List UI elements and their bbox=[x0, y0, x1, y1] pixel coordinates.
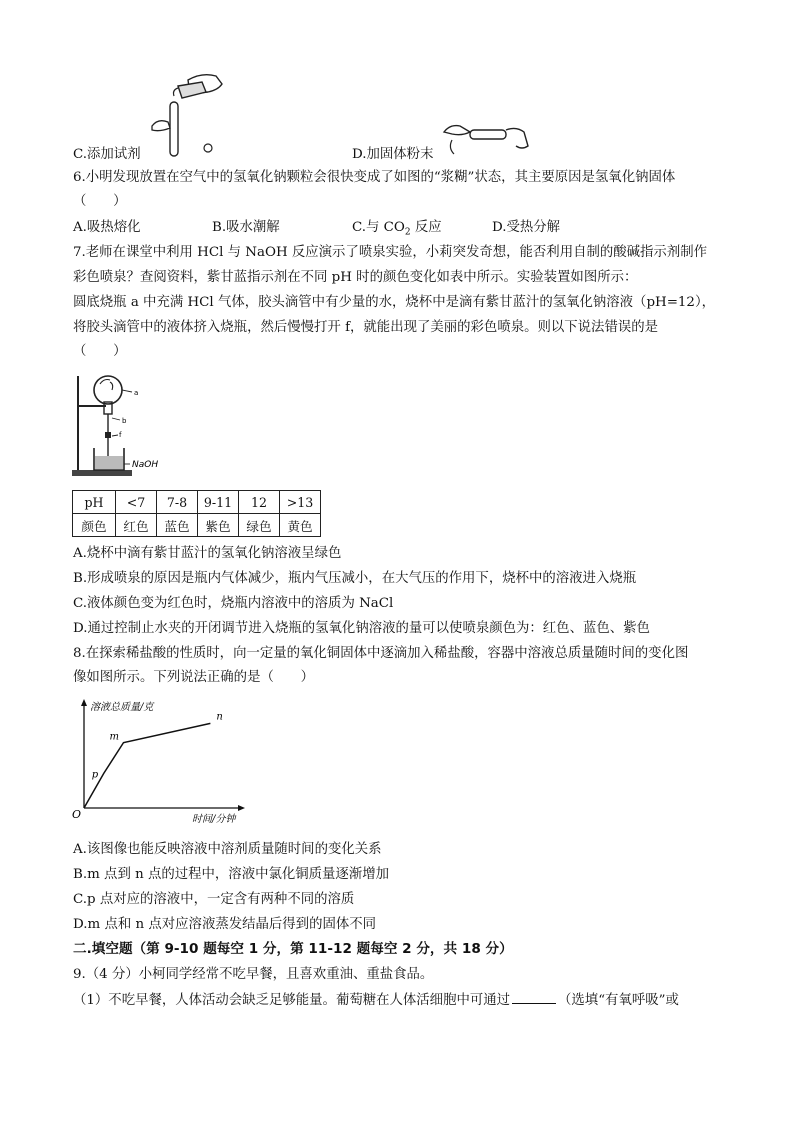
table-cell: 红色 bbox=[116, 514, 157, 537]
q7-stem-line2: 彩色喷泉？查阅资料，紫甘蓝指示剂在不同 pH 时的颜色变化如表中所示。实验装置如图所示： bbox=[73, 270, 638, 285]
table-row bbox=[73, 491, 321, 514]
q8-option-b: B.m 点到 n 点的过程中，溶液中氯化铜质量逐渐增加 bbox=[73, 867, 389, 882]
q6-option-d: D.受热分解 bbox=[492, 220, 561, 235]
q7-stem-line1: 7.老师在课堂中利用 HCl 与 NaOH 反应演示了喷泉实验，小莉突发奇想，能否利用自制的酸碱指示剂制作 bbox=[73, 245, 707, 260]
series-line bbox=[84, 723, 210, 808]
q7-stem-line4: 将胶头滴管中的液体挤入烧瓶，然后慢慢打开 f，就能出现了美丽的彩色喷泉。则以下说法错误的是 bbox=[73, 320, 659, 335]
answer-blank[interactable] bbox=[512, 991, 556, 1004]
table-cell: 黄色 bbox=[280, 514, 321, 537]
q7-option-c: C.液体颜色变为红色时，烧瓶内溶液中的溶质为 NaCl bbox=[73, 596, 394, 611]
q9-sub1: （1）不吃早餐，人体活动会缺乏足够能量。葡萄糖在人体活细胞中可通过 （选填“有氧呼吸”或 bbox=[73, 993, 679, 1008]
table-cell: >13 bbox=[280, 491, 321, 514]
q8-option-d: D.m 点和 n 点对应溶液蒸发结晶后得到的固体不同 bbox=[73, 917, 377, 932]
q6-stem: 6.小明发现放置在空气中的氢氧化钠颗粒会很快变成了如图的“浆糊”状态，其主要原因是氢氧化钠固体 bbox=[73, 170, 676, 185]
x-axis-label: 时间/分钟 bbox=[192, 814, 236, 825]
ph-color-table bbox=[72, 490, 321, 537]
add-reagent-figure bbox=[148, 66, 228, 160]
table-cell: <7 bbox=[116, 491, 157, 514]
q6-option-a: A.吸热熔化 bbox=[73, 220, 141, 235]
y-axis-label: 溶液总质量/克 bbox=[90, 702, 154, 713]
q6-option-c: C.与 $CO_2$ 反应 bbox=[352, 220, 442, 238]
apparatus-label-naoh: NaOH bbox=[132, 460, 159, 470]
table-cell: 紫色 bbox=[198, 514, 239, 537]
table-cell: 颜色 bbox=[73, 514, 116, 537]
q8-stem-line1: 8.在探索稀盐酸的性质时，向一定量的氧化铜固体中逐滴加入稀盐酸，容器中溶液总质量随时间的变化图 bbox=[73, 646, 689, 661]
table-cell: 蓝色 bbox=[157, 514, 198, 537]
q7-stem-line3: 圆底烧瓶 a 中充满 HCl 气体，胶头滴管中有少量的水，烧杯中是滴有紫甘蓝汁的氢氧化钠溶液（pH=12）， bbox=[73, 295, 716, 310]
q8-stem-line2: 像如图所示。下列说法正确的是（ ） bbox=[73, 670, 315, 685]
point-label-p: p bbox=[91, 769, 99, 781]
q5-option-c: C.添加试剂 bbox=[73, 147, 141, 162]
origin-label: O bbox=[72, 808, 82, 821]
apparatus-label-b: b bbox=[122, 417, 127, 425]
add-powder-figure bbox=[440, 118, 532, 158]
table-cell: 绿色 bbox=[239, 514, 280, 537]
q7-option-a: A.烧杯中滴有紫甘蓝汁的氢氧化钠溶液呈绿色 bbox=[73, 546, 342, 561]
apparatus-label-a: a bbox=[134, 389, 139, 397]
fountain-apparatus-figure bbox=[72, 372, 182, 480]
table-cell: 9-11 bbox=[198, 491, 239, 514]
table-cell: pH bbox=[73, 491, 116, 514]
q7-option-b: B.形成喷泉的原因是瓶内气体减少，瓶内气压减小，在大气压的作用下，烧杯中的溶液进入烧瓶 bbox=[73, 571, 637, 586]
q5-option-d: D.加固体粉末 bbox=[352, 147, 434, 162]
apparatus-label-f: f bbox=[119, 431, 122, 439]
q8-option-c: C.p 点对应的溶液中，一定含有两种不同的溶质 bbox=[73, 892, 355, 907]
q7-answer-paren: （ ） bbox=[73, 344, 127, 359]
point-label-n: n bbox=[216, 711, 223, 723]
q6-answer-paren: （ ） bbox=[73, 194, 127, 209]
q9-stem: 9.（4 分）小柯同学经常不吃早餐，且喜欢重油、重盐食品。 bbox=[73, 967, 434, 982]
table-cell: 7-8 bbox=[157, 491, 198, 514]
table-row bbox=[73, 514, 321, 537]
point-label-m: m bbox=[109, 731, 119, 743]
table-cell: 12 bbox=[239, 491, 280, 514]
q6-option-b: B.吸水潮解 bbox=[212, 220, 280, 235]
solution-mass-chart bbox=[70, 698, 250, 826]
section-title-fill-in: 二.填空题（第 9-10 题每空 1 分，第 11-12 题每空 2 分，共 18 分） bbox=[73, 941, 513, 957]
q8-option-a: A.该图像也能反映溶液中溶剂质量随时间的变化关系 bbox=[73, 842, 382, 857]
q7-option-d: D.通过控制止水夹的开闭调节进入烧瓶的氢氧化钠溶液的量可以使喷泉颜色为：红色、蓝色、紫色 bbox=[73, 621, 650, 636]
